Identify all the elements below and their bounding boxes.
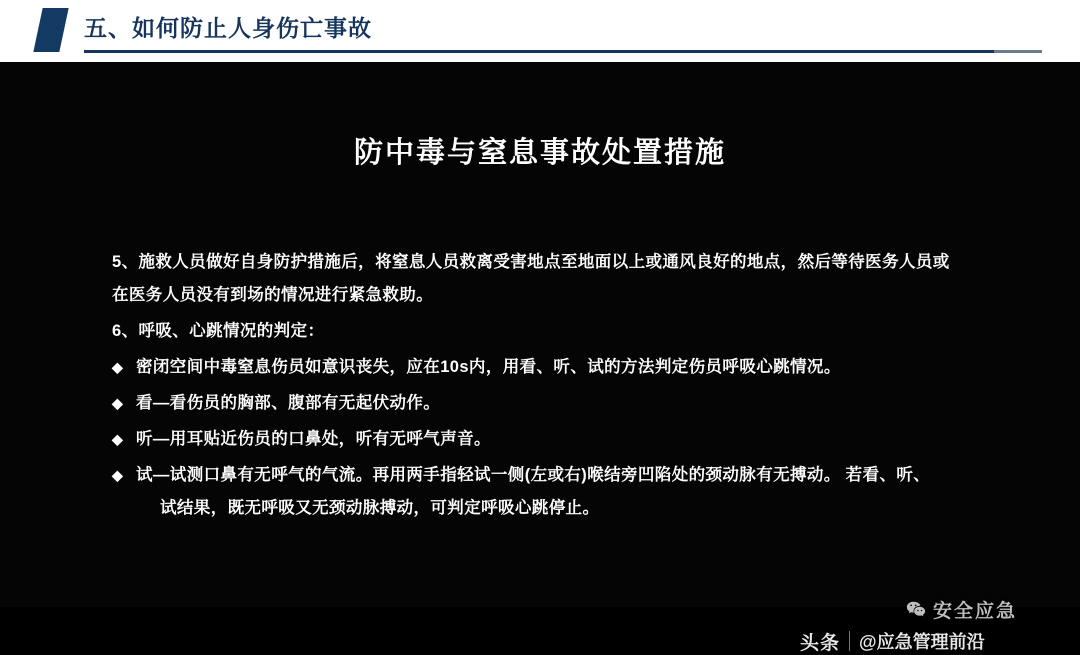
wechat-watermark bbox=[905, 596, 1017, 623]
header-title: 五、如何防止人身伤亡事故 bbox=[84, 15, 372, 41]
diamond-bullet-icon: ◆ bbox=[112, 467, 124, 483]
list-item-line-2: 试结果，既无呼吸又无颈动脉搏动，可判定呼吸心跳停止。 bbox=[160, 499, 600, 517]
paragraph-6: 6、呼吸、心跳情况的判定： bbox=[112, 322, 325, 340]
wechat-icon bbox=[905, 599, 927, 621]
header-underline-tail bbox=[994, 50, 1042, 53]
diamond-bullet-icon: ◆ bbox=[112, 431, 124, 447]
toutiao-username: @应急管理前沿 bbox=[859, 632, 985, 652]
list-item-label: 听—用耳贴近伤员的口鼻处，听有无呼气声音。 bbox=[136, 430, 491, 448]
page-title: 防中毒与窒息事故处置措施 bbox=[353, 137, 726, 169]
list-item bbox=[112, 351, 962, 384]
diamond-bullet-icon: ◆ bbox=[112, 359, 124, 375]
diamond-bullet-icon: ◆ bbox=[112, 395, 124, 411]
slide-body bbox=[0, 62, 1080, 654]
list-item-label: 密闭空间中毒窒息伤员如意识丧失，应在10s内，用看、听、试的方法判定伤员呼吸心跳情况。 bbox=[136, 358, 841, 376]
list-item-line-1: 试—试测口鼻有无呼气的气流。再用两手指轻试一侧(左或右)喉结旁凹陷处的颈动脉有无搏动。 若看、听、 bbox=[136, 466, 931, 484]
toutiao-watermark bbox=[800, 628, 985, 654]
toutiao-label: 头条 bbox=[800, 632, 841, 654]
wechat-account-name: 安全应急 bbox=[933, 601, 1018, 622]
list-item-label bbox=[136, 459, 962, 525]
watermark-divider bbox=[849, 631, 850, 651]
slide-content bbox=[112, 246, 962, 528]
list-item bbox=[112, 423, 962, 456]
paragraph-5: 5、施救人员做好自身防护措施后，将窒息人员救离受害地点至地面以上或通风良好的地点，然后等待医务人员或在医务人员没有到场的情况进行紧急救助。 bbox=[112, 253, 950, 304]
slide-header bbox=[0, 0, 1080, 62]
list-item-label: 看—看伤员的胸部、腹部有无起伏动作。 bbox=[136, 394, 441, 412]
list-item bbox=[112, 459, 962, 525]
header-accent-bar bbox=[33, 8, 68, 52]
list-item bbox=[112, 387, 962, 420]
header-underline bbox=[84, 50, 994, 53]
